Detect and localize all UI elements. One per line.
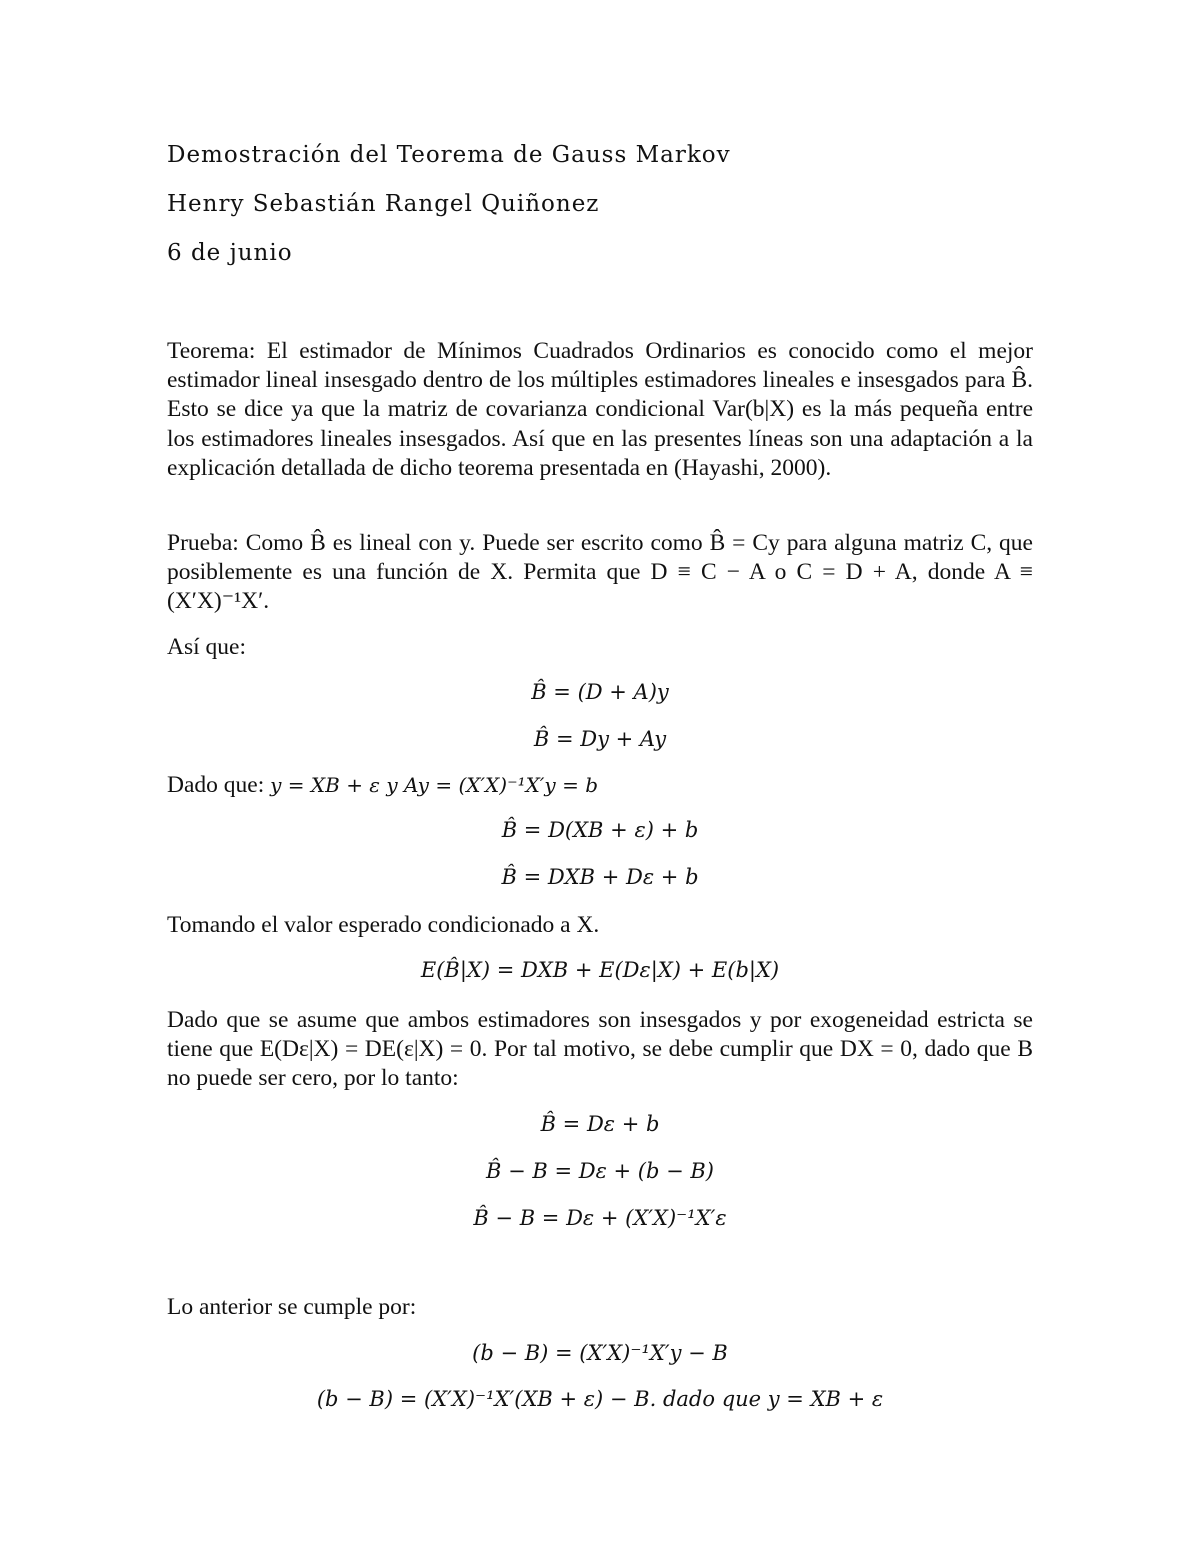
document-author: Henry Sebastián Rangel Quiñonez [167,191,600,217]
dado-que-expression: y = XB + ε y Ay = (X′X)⁻¹X′y = b [270,773,599,797]
equation: B̂ = D(XB + ε) + b [501,818,699,842]
equation: B̂ = Dy + Ay [533,727,667,751]
document-date: 6 de junio [167,240,293,266]
equation: B̂ = (D + A)y [531,680,669,704]
exogeneity-paragraph: Dado que se asume que ambos estimadores son insesgados y por exogeneidad estricta se tiene que E(Dε|X) = DE(ε|X) = 0. Por tal motivo, se debe cumplir que DX = 0, dado que B no puede ser cero, por lo tanto: [167,1007,1033,1092]
dado-que-label: Dado que: [167,772,271,798]
equation: (b − B) = (X′X)⁻¹X′(XB + ε) − B. dado que y = XB + ε [316,1387,884,1411]
theorem-paragraph: Teorema: El estimador de Mínimos Cuadrados Ordinarios es conocido como el mejor estimador lineal insesgado dentro de los múltiples estimadores lineales e insesgados para B̂. Esto se dice ya que la matriz de covarianza condicional Var(b|X) es la más pequeña entre los estimadores lineales insesgados. Así que en las presentes líneas son una adaptación a la explicación detallada de dicho teorema presentada en (Hayashi, 2000). [167,338,1033,481]
equation: B̂ = DXB + Dε + b [501,865,699,889]
equation-expectation: E(B̂|X) = DXB + E(Dε|X) + E(b|X) [420,958,780,982]
proof-paragraph: Prueba: Como B̂ es lineal con y. Puede ser escrito como B̂ = Cy para alguna matriz C, que posiblemente es una función de X. Permita que D ≡ C − A o C = D + A, donde A ≡ (X′X)⁻¹X′. [167,530,1033,615]
asi-que-label: Así que: [167,634,246,660]
tomando-line: Tomando el valor esperado condicionado a X. [167,912,600,938]
equation: B̂ − B = Dε + (X′X)⁻¹X′ε [473,1206,727,1230]
document-title: Demostración del Teorema de Gauss Markov [167,142,731,168]
equation: B̂ = Dε + b [540,1112,660,1136]
equation: B̂ − B = Dε + (b − B) [485,1159,715,1183]
equation: (b − B) = (X′X)⁻¹X′y − B [472,1341,728,1365]
lo-anterior-line: Lo anterior se cumple por: [167,1294,417,1320]
dado-que-line [167,772,598,799]
